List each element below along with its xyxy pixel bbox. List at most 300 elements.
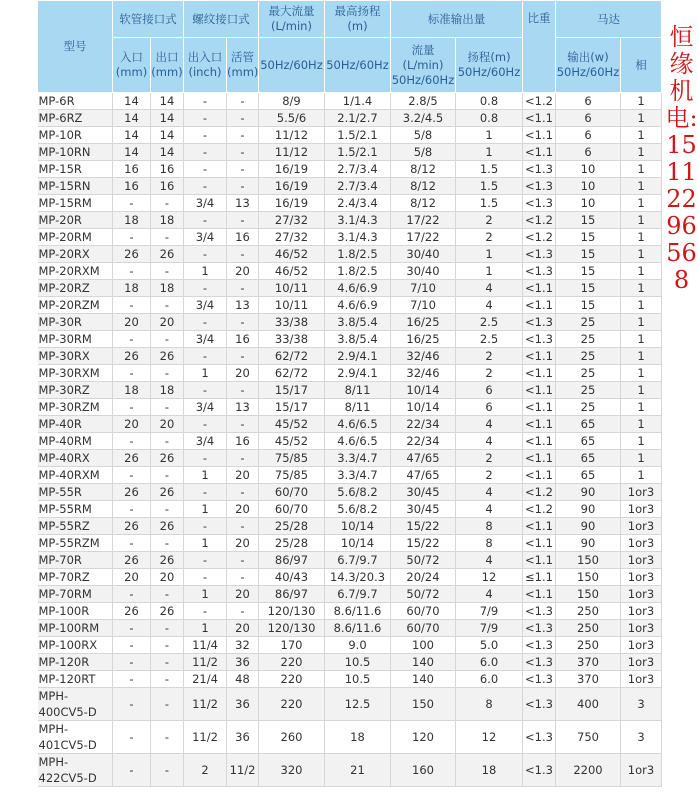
- table-row: [38, 552, 662, 569]
- cell-max-head: 2.7/3.4: [325, 178, 391, 195]
- cell-model: MP-10RN: [38, 144, 113, 161]
- cell-thread-pipe: 13: [227, 297, 259, 314]
- cell-head: 2: [456, 212, 523, 229]
- cell-model: MP-30R: [38, 314, 113, 331]
- cell-head: 8: [456, 688, 523, 721]
- cell-hose-out: -: [151, 637, 184, 654]
- cell-specific-gravity: <1.1: [523, 110, 556, 127]
- spec-table: [37, 0, 662, 787]
- cell-phase: 1or3: [621, 754, 662, 787]
- cell-head: 2: [456, 467, 523, 484]
- cell-max-flow: 260: [259, 721, 325, 754]
- cell-specific-gravity: <1.1: [523, 297, 556, 314]
- cell-thread-pipe: -: [227, 161, 259, 178]
- cell-hose-out: -: [151, 654, 184, 671]
- cell-thread-inout: -: [184, 178, 227, 195]
- cell-hose-in: -: [113, 433, 151, 450]
- cell-hose-out: -: [151, 297, 184, 314]
- cell-output-w: 25: [556, 331, 621, 348]
- cell-phase: 1or3: [621, 501, 662, 518]
- cell-specific-gravity: <1.1: [523, 399, 556, 416]
- cell-head: 4: [456, 297, 523, 314]
- cell-head: 1: [456, 246, 523, 263]
- cell-thread-inout: 1: [184, 501, 227, 518]
- table-row: [38, 637, 662, 654]
- header-standard-output: 标准输出量: [391, 1, 523, 38]
- cell-output-w: 65: [556, 467, 621, 484]
- cell-phase: 1: [621, 450, 662, 467]
- cell-specific-gravity: <1.1: [523, 416, 556, 433]
- cell-hose-in: -: [113, 620, 151, 637]
- cell-thread-pipe: 20: [227, 501, 259, 518]
- table-row: [38, 212, 662, 229]
- cell-phase: 1: [621, 144, 662, 161]
- cell-max-flow: 11/12: [259, 127, 325, 144]
- cell-max-flow: 220: [259, 671, 325, 688]
- cell-flow: 3.2/4.5: [391, 110, 456, 127]
- cell-thread-inout: 3/4: [184, 399, 227, 416]
- cell-output-w: 250: [556, 603, 621, 620]
- table-row: [38, 365, 662, 382]
- cell-max-head: 18: [325, 721, 391, 754]
- cell-flow: 16/25: [391, 331, 456, 348]
- cell-thread-pipe: 13: [227, 399, 259, 416]
- cell-hose-in: -: [113, 229, 151, 246]
- cell-thread-inout: 11/4: [184, 637, 227, 654]
- cell-thread-pipe: 20: [227, 263, 259, 280]
- cell-phase: 1: [621, 382, 662, 399]
- cell-hose-out: -: [151, 467, 184, 484]
- cell-specific-gravity: <1.1: [523, 348, 556, 365]
- cell-flow: 2.8/5: [391, 93, 456, 110]
- cell-max-head: 8/11: [325, 382, 391, 399]
- cell-thread-pipe: -: [227, 314, 259, 331]
- cell-head: 1: [456, 144, 523, 161]
- cell-head: 4: [456, 586, 523, 603]
- cell-hose-out: -: [151, 671, 184, 688]
- cell-hose-in: 18: [113, 280, 151, 297]
- cell-flow: 60/70: [391, 603, 456, 620]
- cell-model: MP-10R: [38, 127, 113, 144]
- cell-output-w: 65: [556, 433, 621, 450]
- cell-phase: 1: [621, 280, 662, 297]
- cell-specific-gravity: <1.1: [523, 467, 556, 484]
- cell-thread-pipe: -: [227, 484, 259, 501]
- cell-phase: 1: [621, 297, 662, 314]
- table-row: [38, 314, 662, 331]
- cell-max-flow: 10/11: [259, 280, 325, 297]
- cell-thread-pipe: 16: [227, 433, 259, 450]
- cell-output-w: 150: [556, 586, 621, 603]
- cell-specific-gravity: <1.3: [523, 331, 556, 348]
- cell-specific-gravity: <1.1: [523, 144, 556, 161]
- cell-hose-in: 14: [113, 127, 151, 144]
- cell-max-head: 2.1/2.7: [325, 110, 391, 127]
- cell-hose-in: -: [113, 365, 151, 382]
- cell-max-head: 3.8/5.4: [325, 314, 391, 331]
- cell-head: 4: [456, 433, 523, 450]
- cell-model: MP-30RZ: [38, 382, 113, 399]
- cell-max-flow: 220: [259, 688, 325, 721]
- cell-thread-pipe: -: [227, 569, 259, 586]
- cell-specific-gravity: <1.3: [523, 721, 556, 754]
- cell-hose-out: 18: [151, 382, 184, 399]
- cell-max-flow: 46/52: [259, 263, 325, 280]
- cell-specific-gravity: <1.2: [523, 501, 556, 518]
- table-row: [38, 93, 662, 110]
- cell-output-w: 15: [556, 246, 621, 263]
- cell-hose-out: -: [151, 721, 184, 754]
- cell-max-head: 1.5/2.1: [325, 127, 391, 144]
- cell-thread-inout: 3/4: [184, 195, 227, 212]
- cell-phase: 1or3: [621, 535, 662, 552]
- header-hose-group: 软管接口式: [113, 1, 184, 38]
- cell-output-w: 370: [556, 671, 621, 688]
- cell-phase: 1: [621, 348, 662, 365]
- cell-hose-in: -: [113, 399, 151, 416]
- cell-head: 4: [456, 416, 523, 433]
- cell-thread-inout: 11/2: [184, 654, 227, 671]
- cell-flow: 100: [391, 637, 456, 654]
- cell-flow: 8/12: [391, 178, 456, 195]
- cell-head: 2: [456, 348, 523, 365]
- cell-thread-inout: -: [184, 603, 227, 620]
- cell-hose-out: 20: [151, 569, 184, 586]
- cell-max-head: 1.5/2.1: [325, 144, 391, 161]
- cell-hose-in: 16: [113, 161, 151, 178]
- cell-max-flow: 60/70: [259, 484, 325, 501]
- cell-max-flow: 86/97: [259, 552, 325, 569]
- table-row: [38, 467, 662, 484]
- cell-max-flow: 170: [259, 637, 325, 654]
- cell-output-w: 25: [556, 399, 621, 416]
- cell-flow: 17/22: [391, 212, 456, 229]
- cell-hose-out: -: [151, 195, 184, 212]
- cell-hose-out: 26: [151, 484, 184, 501]
- cell-phase: 1: [621, 212, 662, 229]
- cell-thread-pipe: 13: [227, 195, 259, 212]
- cell-output-w: 25: [556, 314, 621, 331]
- cell-max-flow: 120/130: [259, 603, 325, 620]
- cell-head: 12: [456, 721, 523, 754]
- cell-thread-inout: 2: [184, 754, 227, 787]
- cell-hose-out: 14: [151, 93, 184, 110]
- cell-specific-gravity: <1.2: [523, 212, 556, 229]
- header-thread-pipe: 活管 (mm): [227, 38, 259, 93]
- cell-hose-in: 26: [113, 246, 151, 263]
- cell-flow: 30/45: [391, 484, 456, 501]
- cell-specific-gravity: <1.3: [523, 178, 556, 195]
- cell-thread-inout: -: [184, 127, 227, 144]
- cell-max-flow: 16/19: [259, 178, 325, 195]
- cell-thread-pipe: -: [227, 280, 259, 297]
- cell-hose-in: -: [113, 721, 151, 754]
- cell-flow: 15/22: [391, 518, 456, 535]
- cell-hose-in: 18: [113, 212, 151, 229]
- cell-hose-out: -: [151, 263, 184, 280]
- cell-max-flow: 62/72: [259, 365, 325, 382]
- cell-thread-pipe: -: [227, 212, 259, 229]
- cell-head: 0.8: [456, 110, 523, 127]
- cell-max-flow: 75/85: [259, 450, 325, 467]
- cell-max-head: 3.8/5.4: [325, 331, 391, 348]
- cell-output-w: 15: [556, 280, 621, 297]
- cell-model: MP-40RX: [38, 450, 113, 467]
- cell-hose-in: 20: [113, 416, 151, 433]
- cell-flow: 150: [391, 688, 456, 721]
- cell-thread-pipe: 32: [227, 637, 259, 654]
- cell-thread-pipe: 20: [227, 467, 259, 484]
- cell-max-flow: 27/32: [259, 229, 325, 246]
- cell-model: MP-120RT: [38, 671, 113, 688]
- cell-hose-in: 26: [113, 484, 151, 501]
- cell-max-head: 3.1/4.3: [325, 229, 391, 246]
- cell-hose-out: -: [151, 365, 184, 382]
- cell-hose-in: -: [113, 586, 151, 603]
- cell-head: 8: [456, 535, 523, 552]
- cell-flow: 22/34: [391, 416, 456, 433]
- cell-thread-pipe: 36: [227, 721, 259, 754]
- cell-phase: 1: [621, 467, 662, 484]
- cell-hose-in: 14: [113, 110, 151, 127]
- cell-specific-gravity: <1.1: [523, 552, 556, 569]
- cell-hose-out: -: [151, 586, 184, 603]
- table-row: [38, 671, 662, 688]
- table-body: [38, 93, 662, 787]
- cell-thread-pipe: -: [227, 127, 259, 144]
- cell-thread-pipe: -: [227, 178, 259, 195]
- cell-model: MP-15R: [38, 161, 113, 178]
- cell-specific-gravity: <1.2: [523, 93, 556, 110]
- table-row: [38, 535, 662, 552]
- cell-thread-inout: 3/4: [184, 229, 227, 246]
- cell-max-flow: 25/28: [259, 535, 325, 552]
- cell-head: 6.0: [456, 671, 523, 688]
- cell-output-w: 15: [556, 297, 621, 314]
- cell-model: MP-20RX: [38, 246, 113, 263]
- cell-head: 4: [456, 280, 523, 297]
- cell-flow: 5/8: [391, 144, 456, 161]
- cell-max-head: 2.4/3.4: [325, 195, 391, 212]
- cell-phase: 1or3: [621, 637, 662, 654]
- cell-flow: 30/45: [391, 501, 456, 518]
- cell-phase: 1or3: [621, 552, 662, 569]
- cell-thread-inout: -: [184, 569, 227, 586]
- cell-max-flow: 33/38: [259, 331, 325, 348]
- table-row: [38, 484, 662, 501]
- cell-thread-inout: -: [184, 93, 227, 110]
- cell-head: 6: [456, 382, 523, 399]
- cell-max-flow: 11/12: [259, 144, 325, 161]
- cell-model: MP-70RZ: [38, 569, 113, 586]
- cell-max-head: 5.6/8.2: [325, 484, 391, 501]
- cell-max-head: 8.6/11.6: [325, 603, 391, 620]
- cell-thread-pipe: -: [227, 348, 259, 365]
- header-flow: 流量 (L/min) 50Hz/60Hz: [391, 38, 456, 93]
- cell-head: 18: [456, 754, 523, 787]
- cell-hose-out: 26: [151, 603, 184, 620]
- cell-hose-in: -: [113, 501, 151, 518]
- cell-specific-gravity: <1.1: [523, 586, 556, 603]
- cell-hose-out: -: [151, 501, 184, 518]
- cell-specific-gravity: <1.1: [523, 280, 556, 297]
- cell-hose-in: 14: [113, 93, 151, 110]
- cell-hose-out: -: [151, 754, 184, 787]
- cell-flow: 60/70: [391, 620, 456, 637]
- cell-phase: 1: [621, 93, 662, 110]
- table-row: [38, 280, 662, 297]
- cell-model: MP-30RX: [38, 348, 113, 365]
- cell-phase: 3: [621, 688, 662, 721]
- cell-thread-inout: -: [184, 484, 227, 501]
- cell-hose-in: -: [113, 331, 151, 348]
- cell-thread-pipe: -: [227, 144, 259, 161]
- header-thread-inout: 出入口 (inch): [184, 38, 227, 93]
- header-thread-group: 螺纹接口式: [184, 1, 259, 38]
- header-model: 型号: [38, 1, 113, 93]
- cell-flow: 160: [391, 754, 456, 787]
- cell-thread-inout: 3/4: [184, 433, 227, 450]
- cell-max-head: 14.3/20.3: [325, 569, 391, 586]
- cell-phase: 1: [621, 263, 662, 280]
- cell-thread-inout: -: [184, 144, 227, 161]
- cell-phase: 1: [621, 178, 662, 195]
- table-row: [38, 518, 662, 535]
- cell-flow: 16/25: [391, 314, 456, 331]
- cell-max-flow: 75/85: [259, 467, 325, 484]
- cell-thread-inout: -: [184, 552, 227, 569]
- cell-head: 1: [456, 127, 523, 144]
- cell-head: 1.5: [456, 161, 523, 178]
- table-row: [38, 603, 662, 620]
- cell-specific-gravity: <1.1: [523, 382, 556, 399]
- cell-specific-gravity: <1.3: [523, 654, 556, 671]
- header-hz-head: 50Hz/60Hz: [325, 38, 391, 93]
- cell-hose-in: 16: [113, 178, 151, 195]
- cell-thread-inout: 1: [184, 535, 227, 552]
- cell-model: MP-20RZM: [38, 297, 113, 314]
- cell-output-w: 90: [556, 518, 621, 535]
- cell-thread-pipe: 16: [227, 331, 259, 348]
- cell-thread-inout: -: [184, 382, 227, 399]
- cell-output-w: 150: [556, 552, 621, 569]
- cell-flow: 32/46: [391, 365, 456, 382]
- cell-output-w: 10: [556, 195, 621, 212]
- cell-specific-gravity: <1.1: [523, 535, 556, 552]
- cell-model: MP-55RM: [38, 501, 113, 518]
- cell-head: 1.5: [456, 178, 523, 195]
- cell-max-head: 4.6/6.9: [325, 297, 391, 314]
- cell-max-flow: 220: [259, 654, 325, 671]
- cell-flow: 8/12: [391, 195, 456, 212]
- cell-thread-inout: 11/2: [184, 721, 227, 754]
- cell-thread-pipe: -: [227, 93, 259, 110]
- cell-thread-inout: -: [184, 110, 227, 127]
- header-max-head: 最高扬程 (m): [325, 1, 391, 38]
- header-max-flow: 最大流量 (L/min): [259, 1, 325, 38]
- cell-hose-out: -: [151, 331, 184, 348]
- cell-head: 1.5: [456, 195, 523, 212]
- table-row: [38, 501, 662, 518]
- cell-specific-gravity: <1.3: [523, 195, 556, 212]
- cell-thread-pipe: 36: [227, 688, 259, 721]
- table-row: [38, 110, 662, 127]
- cell-output-w: 10: [556, 161, 621, 178]
- cell-model: MP-30RZM: [38, 399, 113, 416]
- table-row: [38, 161, 662, 178]
- cell-max-head: 3.3/4.7: [325, 467, 391, 484]
- cell-thread-inout: -: [184, 416, 227, 433]
- cell-specific-gravity: <1.3: [523, 620, 556, 637]
- cell-output-w: 6: [556, 93, 621, 110]
- cell-head: 6.0: [456, 654, 523, 671]
- cell-output-w: 10: [556, 178, 621, 195]
- cell-head: 4: [456, 552, 523, 569]
- table-row: [38, 229, 662, 246]
- cell-specific-gravity: <1.3: [523, 688, 556, 721]
- cell-max-flow: 33/38: [259, 314, 325, 331]
- cell-flow: 47/65: [391, 467, 456, 484]
- cell-head: 4: [456, 484, 523, 501]
- cell-hose-in: 26: [113, 348, 151, 365]
- cell-output-w: 400: [556, 688, 621, 721]
- cell-thread-pipe: -: [227, 246, 259, 263]
- cell-model: MP-20RZ: [38, 280, 113, 297]
- cell-max-flow: 16/19: [259, 195, 325, 212]
- cell-flow: 10/14: [391, 382, 456, 399]
- cell-output-w: 25: [556, 382, 621, 399]
- cell-max-flow: 16/19: [259, 161, 325, 178]
- cell-thread-inout: -: [184, 212, 227, 229]
- cell-head: 0.8: [456, 93, 523, 110]
- cell-phase: 1or3: [621, 484, 662, 501]
- cell-max-head: 10.5: [325, 654, 391, 671]
- cell-thread-pipe: 20: [227, 620, 259, 637]
- cell-model: MPH- 401CV5-D: [38, 721, 113, 754]
- table-row: [38, 754, 662, 787]
- cell-flow: 17/22: [391, 229, 456, 246]
- cell-output-w: 15: [556, 229, 621, 246]
- cell-thread-pipe: -: [227, 518, 259, 535]
- cell-hose-in: -: [113, 637, 151, 654]
- cell-hose-in: 26: [113, 450, 151, 467]
- table-row: [38, 127, 662, 144]
- cell-output-w: 90: [556, 501, 621, 518]
- cell-model: MP-40RM: [38, 433, 113, 450]
- cell-flow: 5/8: [391, 127, 456, 144]
- cell-phase: 1: [621, 110, 662, 127]
- cell-hose-out: -: [151, 535, 184, 552]
- cell-output-w: 250: [556, 620, 621, 637]
- header-phase: 相: [621, 38, 662, 93]
- cell-head: 12: [456, 569, 523, 586]
- cell-model: MP-20RXM: [38, 263, 113, 280]
- cell-specific-gravity: <1.3: [523, 161, 556, 178]
- cell-thread-pipe: 48: [227, 671, 259, 688]
- cell-model: MP-100RM: [38, 620, 113, 637]
- cell-flow: 8/12: [391, 161, 456, 178]
- cell-hose-in: -: [113, 535, 151, 552]
- cell-phase: 1: [621, 246, 662, 263]
- cell-model: MP-40RXM: [38, 467, 113, 484]
- cell-max-head: 2.9/4.1: [325, 365, 391, 382]
- cell-flow: 140: [391, 654, 456, 671]
- cell-specific-gravity: <1.1: [523, 450, 556, 467]
- cell-thread-pipe: -: [227, 450, 259, 467]
- cell-head: 7/9: [456, 620, 523, 637]
- table-row: [38, 721, 662, 754]
- cell-thread-pipe: 20: [227, 586, 259, 603]
